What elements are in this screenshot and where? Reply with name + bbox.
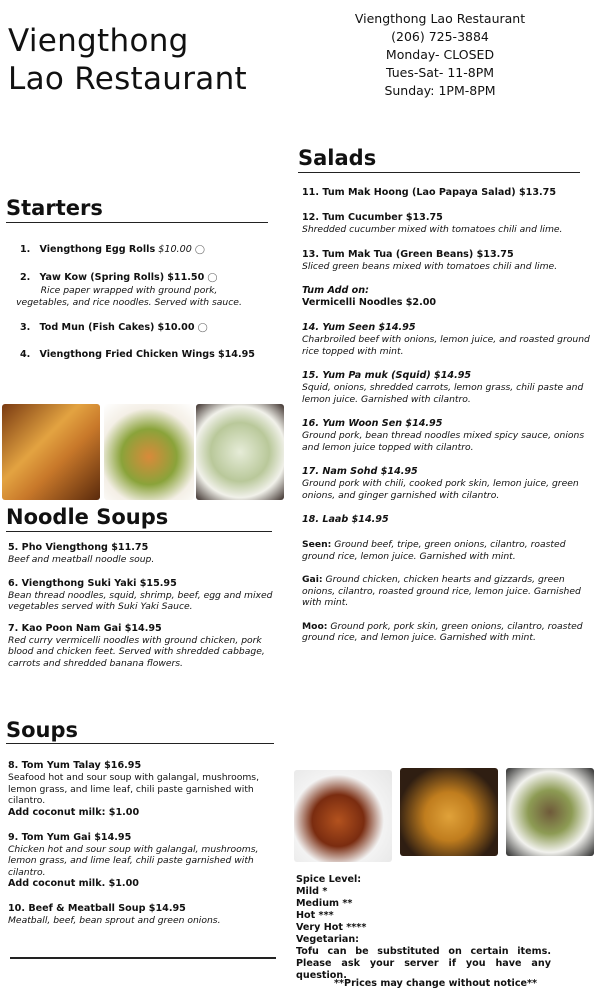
menu-item-desc: Chicken hot and sour soup with galangal, mushrooms, lemon grass, and lime leaf, chili paste garnished with cilantro.: [8, 843, 259, 878]
gluten-free-icon: ◯: [194, 245, 205, 255]
laab-photo: [506, 768, 594, 856]
brand-line-2: Lao Restaurant: [8, 61, 248, 97]
starters-title: Starters: [6, 196, 103, 220]
starter-item: 1. Viengthong Egg Rolls $10.00 ◯: [20, 244, 205, 255]
price-notice: **Prices may change without notice**: [334, 978, 538, 989]
hours-sunday: Sunday: 1PM-8PM: [384, 83, 496, 98]
menu-item-title: 15. Yum Pa muk (Squid) $14.95: [302, 370, 472, 381]
starter-item: 2. Yaw Kow (Spring Rolls) $11.50 ◯: [20, 272, 218, 283]
tofu-note: Tofu can be substituted on certain items. Please ask your server if you have any question.: [296, 946, 551, 981]
laab-option: Moo: Ground pork, pork skin, green onions, cilantro, roasted ground rice, and lemon juice. Garnished with mint.: [302, 620, 583, 643]
menu-item-desc: Sliced green beans mixed with tomatoes chili and lime.: [302, 260, 558, 272]
hours-monday: Monday- CLOSED: [385, 47, 495, 62]
addon-item: Vermicelli Noodles $2.00: [302, 297, 437, 308]
soups-rule: [6, 743, 274, 744]
starter-item: 3. Tod Mun (Fish Cakes) $10.00 ◯: [20, 322, 208, 333]
restaurant-name: [8, 22, 247, 98]
contact-name: Viengthong Lao Restaurant: [354, 11, 526, 26]
menu-item-desc: Ground pork with chili, cooked pork skin, lemon juice, green onions, and ginger garnished with cilantro.: [302, 478, 579, 501]
spice-mild: Mild *: [296, 886, 328, 897]
starter-desc: Rice paper wrapped with ground pork, vegetables, and rice noodles. Served with sauce.: [16, 285, 242, 308]
gluten-free-icon: ◯: [207, 273, 218, 283]
salads-rule: [298, 172, 580, 173]
contact-block: [350, 10, 530, 100]
menu-item-title: 14. Yum Seen $14.95: [302, 322, 416, 333]
addon-title: Tum Add on:: [302, 285, 369, 296]
menu-item-title: 13. Tum Mak Tua (Green Beans) $13.75: [302, 248, 514, 260]
menu-item-title: 5. Pho Viengthong $11.75: [8, 542, 149, 553]
soups-title: Soups: [6, 718, 79, 742]
menu-item-title: 11. Tum Mak Hoong (Lao Papaya Salad) $13.75: [302, 187, 557, 198]
laab-option: Seen: Ground beef, tripe, green onions, cilantro, roasted ground rice, lemon juice. Garnished with mint.: [302, 539, 566, 562]
spice-very-hot: Very Hot ****: [296, 922, 367, 933]
menu-item-title: 8. Tom Yum Talay $16.95: [8, 760, 142, 771]
laab-option: Gai: Ground chicken, chicken hearts and gizzards, green onions, cilantro, roasted ground rice, lemon juice. Garnished with mint.: [302, 574, 581, 608]
contact-phone: (206) 725-3884: [391, 29, 489, 44]
spice-level-block: [296, 874, 551, 982]
starters-rule: [6, 222, 268, 223]
spice-vegetarian: Vegetarian:: [296, 934, 360, 945]
menu-item-addon: Add coconut milk. $1.00: [8, 878, 139, 889]
hours-tue-sat: Tues-Sat- 11-8PM: [385, 65, 495, 80]
menu-item-desc: Meatball, beef, bean sprout and green onions.: [8, 915, 221, 926]
menu-item-desc: Squid, onions, shredded carrots, lemon grass, chili paste and lemon juice. Garnished with cilantro.: [302, 382, 584, 405]
menu-item-desc: Ground pork, bean thread noodles mixed spicy sauce, onions and lemon juice topped with cilantro.: [302, 430, 585, 453]
menu-item-desc: Bean thread noodles, squid, shrimp, beef, egg and mixed vegetables served with Suki Yaki Sauce.: [8, 589, 273, 612]
brand-line-1: Viengthong: [8, 23, 189, 59]
menu-item-desc: Shredded cucumber mixed with tomatoes chili and lime.: [302, 224, 563, 235]
menu-item-title: 10. Beef & Meatball Soup $14.95: [8, 903, 186, 914]
grilled-chicken-photo: [294, 770, 392, 862]
noodle-soups-title: Noodle Soups: [6, 505, 169, 529]
menu-item-title: 6. Viengthong Suki Yaki $15.95: [8, 577, 177, 589]
menu-item-desc: Seafood hot and sour soup with galangal, mushrooms, lemon grass, and lime leaf, chili paste garnished with cilantro.: [8, 772, 260, 806]
menu-item-title: 16. Yum Woon Sen $14.95: [302, 418, 443, 429]
spice-medium: Medium **: [296, 898, 353, 909]
bottom-rule: [10, 957, 276, 959]
menu-item-title: 7. Kao Poon Nam Gai $14.95: [8, 622, 162, 634]
menu-item-desc: Beef and meatball noodle soup.: [8, 554, 155, 565]
soups-list: [8, 760, 270, 927]
noodle-dish-photo: [104, 404, 194, 500]
menu-item-title: 17. Nam Sohd $14.95: [302, 466, 418, 477]
menu-item-title: 18. Laab $14.95: [302, 514, 389, 525]
noodle-soups-list: [8, 542, 273, 669]
menu-item-addon: Add coconut milk: $1.00: [8, 806, 140, 818]
egg-rolls-photo: [2, 404, 100, 500]
salads-title: Salads: [298, 146, 377, 170]
starter-item: 4. Viengthong Fried Chicken Wings $14.95: [20, 349, 255, 360]
spice-title: Spice Level:: [296, 874, 362, 885]
menu-item-title: 12. Tum Cucumber $13.75: [302, 212, 443, 223]
gluten-free-icon: ◯: [197, 323, 208, 333]
salads-list: [302, 187, 590, 644]
menu-item-desc: Charbroiled beef with onions, lemon juice, and roasted ground rice topped with mint.: [302, 334, 590, 357]
menu-item-desc: Red curry vermicelli noodles with ground chicken, pork blood and chicken feet. Served with shredded cabbage, carrots and shredded banana flowers.: [8, 634, 265, 669]
spring-rolls-photo: [196, 404, 284, 500]
papaya-salad-photo: [400, 768, 498, 856]
noodle-soups-rule: [6, 531, 272, 532]
spice-hot: Hot ***: [296, 910, 334, 921]
menu-item-title: 9. Tom Yum Gai $14.95: [8, 831, 132, 843]
